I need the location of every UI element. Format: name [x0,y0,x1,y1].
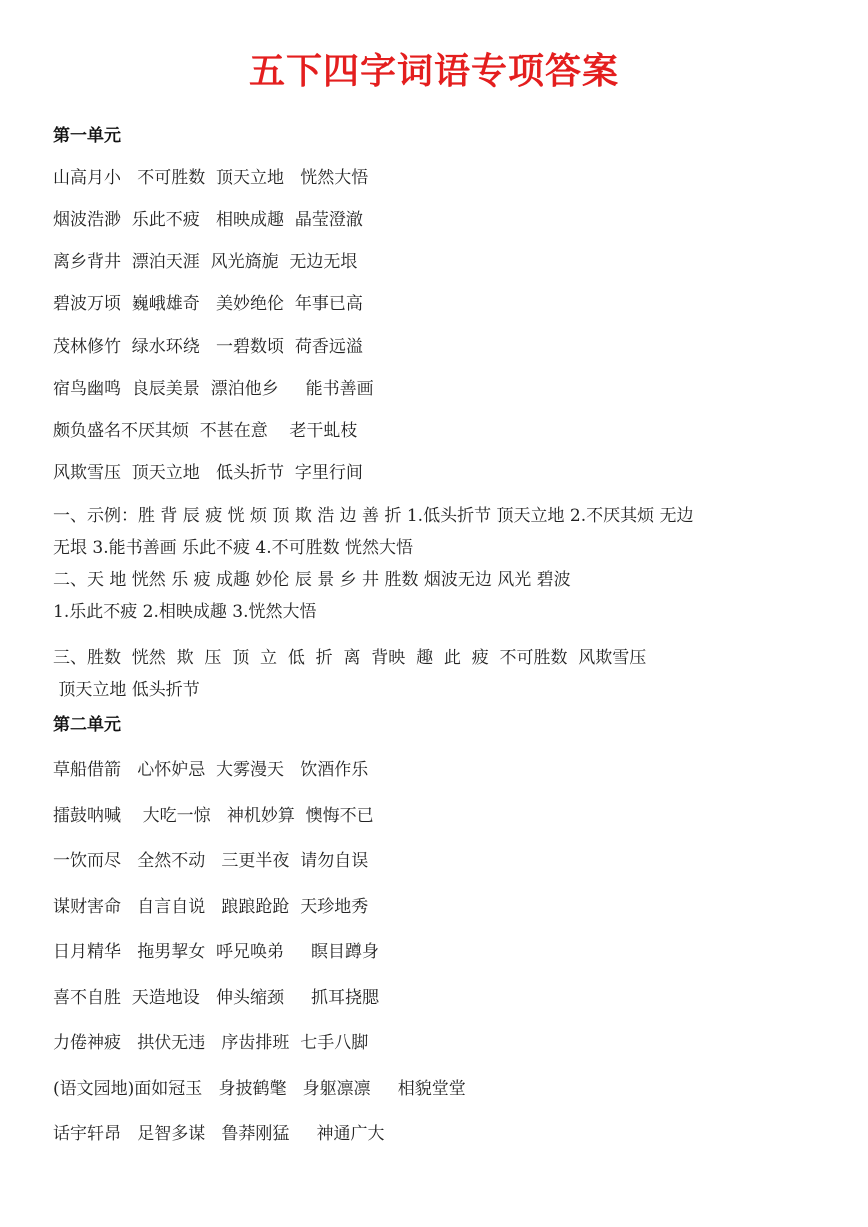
unit1-word-row: 宿鸟幽鸣 良辰美景 漂泊他乡 能书善画 [53,379,374,399]
unit1-answer-1 [53,500,828,564]
unit2-word-row: 一饮而尽 全然不动 三更半夜 请勿自误 [53,851,369,871]
unit2-word-row: 谋财害命 自言自说 踉踉跄跄 天珍地秀 [53,897,369,917]
unit1-word-row: 风欺雪压 顶天立地 低头折节 字里行间 [53,463,363,483]
unit1-word-row: 烟波浩渺 乐此不疲 相映成趣 晶莹澄澈 [53,210,363,230]
unit1-word-row: 颇负盛名不厌其烦 不甚在意 老干虬枝 [53,421,358,441]
unit1-word-row: 碧波万顷 巍峨雄奇 美妙绝伦 年事已高 [53,294,363,314]
unit2-word-row: 擂鼓呐喊 大吃一惊 神机妙算 懊悔不已 [53,806,374,826]
unit1-answer-2 [53,564,828,628]
answer-line: 顶天立地 低头折节 [53,680,200,700]
unit2-word-row: 喜不自胜 天造地设 伸头缩颈 抓耳挠腮 [53,988,380,1008]
unit2-heading: 第二单元 [53,715,121,735]
page-title: 五下四字词语专项答案 [248,51,619,92]
unit1-word-row: 山高月小 不可胜数 顶天立地 恍然大悟 [53,168,369,188]
answer-line: 三、胜数 恍然 欺 压 顶 立 低 折 离 背映 趣 此 疲 不可胜数 风欺雪压 [53,648,647,668]
unit1-word-row: 茂林修竹 绿水环绕 一碧数顷 荷香远溢 [53,337,363,357]
unit2-word-row: 日月精华 拖男挈女 呼兄唤弟 瞑目蹲身 [53,942,380,962]
answer-line: 一、示例：胜 背 辰 疲 恍 烦 顶 欺 浩 边 善 折 1.低头折节 顶天立地 2.不厌其烦 无边 [53,506,694,526]
unit1-answer-3 [53,642,828,706]
unit2-word-row: 草船借箭 心怀妒忌 大雾漫天 饮酒作乐 [53,760,369,780]
unit2-word-row: 力倦神疲 拱伏无违 序齿排班 七手八脚 [53,1033,369,1053]
answer-line: 1.乐此不疲 2.相映成趣 3.恍然大悟 [53,602,317,622]
unit2-word-row: (语文园地)面如冠玉 身披鹤氅 身躯凛凛 相貌堂堂 [53,1079,466,1099]
answer-line: 无垠 3.能书善画 乐此不疲 4.不可胜数 恍然大悟 [53,538,414,558]
unit1-word-row: 离乡背井 漂泊天涯 风光旖旎 无边无垠 [53,252,358,272]
answer-line: 二、天 地 恍然 乐 疲 成趣 妙伦 辰 景 乡 井 胜数 烟波无边 风光 碧波 [53,570,571,590]
unit1-heading: 第一单元 [53,126,121,146]
unit2-word-row: 话宇轩昂 足智多谋 鲁莽刚猛 神通广大 [53,1124,385,1144]
